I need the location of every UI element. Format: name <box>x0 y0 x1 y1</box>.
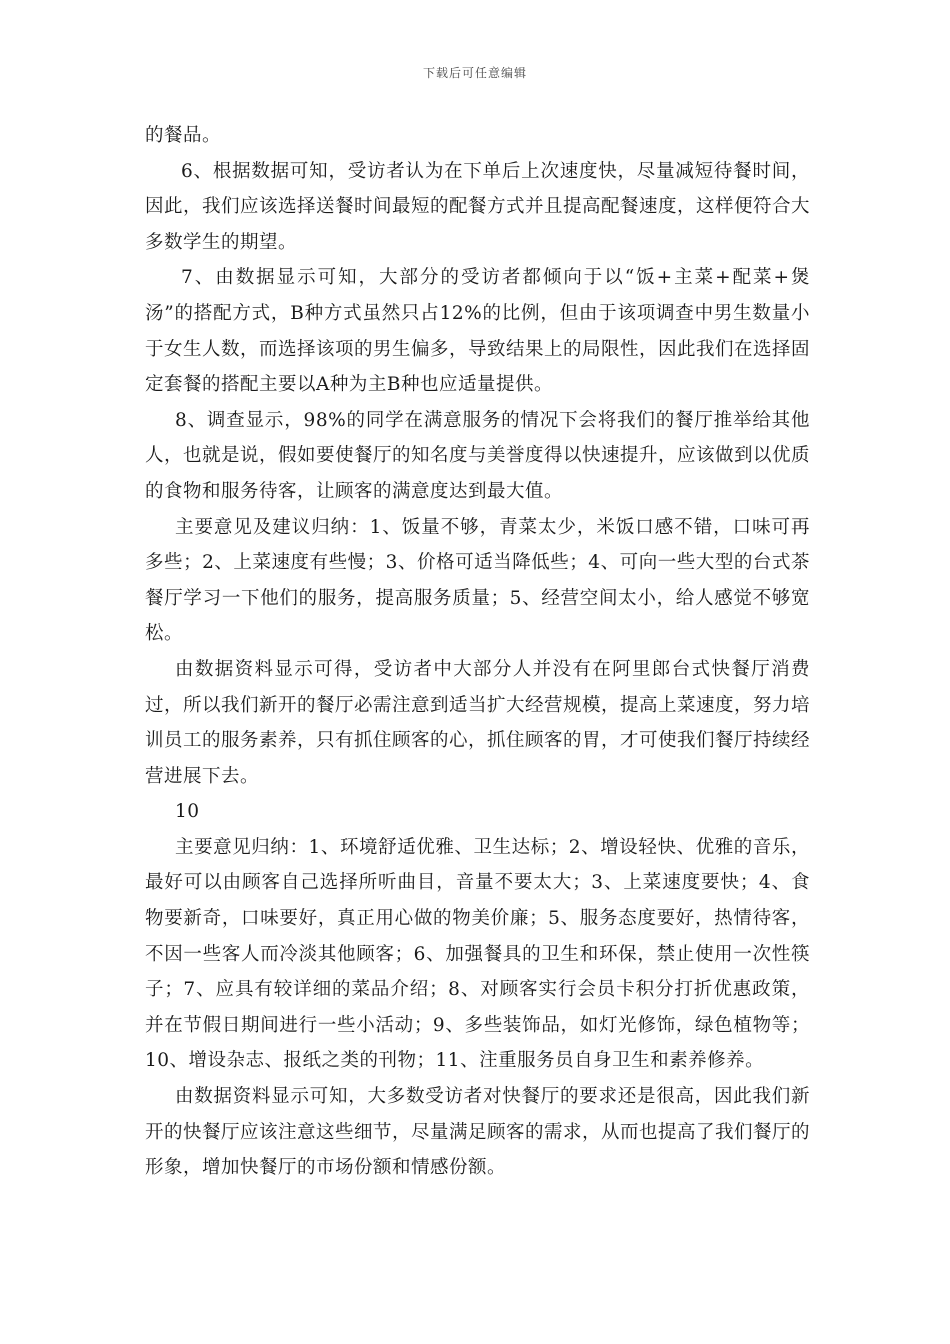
document-body <box>145 118 810 1186</box>
page-header-note: 下载后可任意编辑 <box>422 66 527 80</box>
paragraph-item-6: 6、根据数据可知，受访者认为在下单后上次速度快，尽量减短待餐时间，因此，我们应该选择送餐时间最短的配餐方式并且提高配餐速度，这样便符合大多数学生的期望。 <box>145 160 811 253</box>
paragraph-section-number: 10 <box>175 801 200 823</box>
paragraph-opinions-list: 主要意见归纳：1、环境舒适优雅、卫生达标；2、增设轻快、优雅的音乐，最好可以由顾客自己选择所听曲目，音量不要太大；3、上菜速度要快；4、食物要新奇，口味要好，真正用心做的物美价廉；5、服务态度要好，热情待客，不因一些客人而冷淡其他顾客；6、加强餐具的卫生和环保，禁止使用一次性筷子；7、应具有较详细的菜品介绍；8、对顾客实行会员卡积分打折优惠政策，并在节假日期间进行一些小活动；9、多些装饰品，如灯光修饰，绿色植物等；10、增设杂志、报纸之类的刊物；11、注重服务员自身卫生和素养修养。 <box>145 836 810 1072</box>
paragraph-data-conclusion: 由数据资料显示可得，受访者中大部分人并没有在阿里郎台式快餐厅消费过，所以我们新开的餐厅必需注意到适当扩大经营规模，提高上菜速度，努力培训员工的服务素养，只有抓住顾客的心，抓住顾客的胃，才可使我们餐厅持续经营进展下去。 <box>145 658 811 787</box>
paragraph-continuation: 的餐品。 <box>145 125 222 146</box>
paragraph-item-8: 8、调查显示，98%的同学在满意服务的情况下会将我们的餐厅推举给其他人，也就是说，假如要使餐厅的知名度与美誉度得以快速提升，应该做到以优质的食物和服务待客，让顾客的满意度达到最大值。 <box>145 409 811 502</box>
paragraph-item-7: 7、由数据显示可知，大部分的受访者都倾向于以“饭+主菜+配菜+煲汤”的搭配方式，B种方式虽然只占12%的比例，但由于该项调查中男生数量小于女生人数，而选择该项的男生偏多，导致结果上的局限性，因此我们在选择固定套餐的搭配主要以A种为主B种也应适量提供。 <box>145 267 811 396</box>
paragraph-opinions-summary: 主要意见及建议归纳：1、饭量不够，青菜太少，米饭口感不错，口味可再多些；2、上菜速度有些慢；3、价格可适当降低些；4、可向一些大型的台式茶餐厅学习一下他们的服务，提高服务质量；5、经营空间太小，给人感觉不够宽松。 <box>145 516 810 645</box>
paragraph-final-conclusion: 由数据资料显示可知，大多数受访者对快餐厅的要求还是很高，因此我们新开的快餐厅应该注意这些细节，尽量满足顾客的需求，从而也提高了我们餐厅的形象，增加快餐厅的市场份额和情感份额。 <box>145 1086 811 1179</box>
